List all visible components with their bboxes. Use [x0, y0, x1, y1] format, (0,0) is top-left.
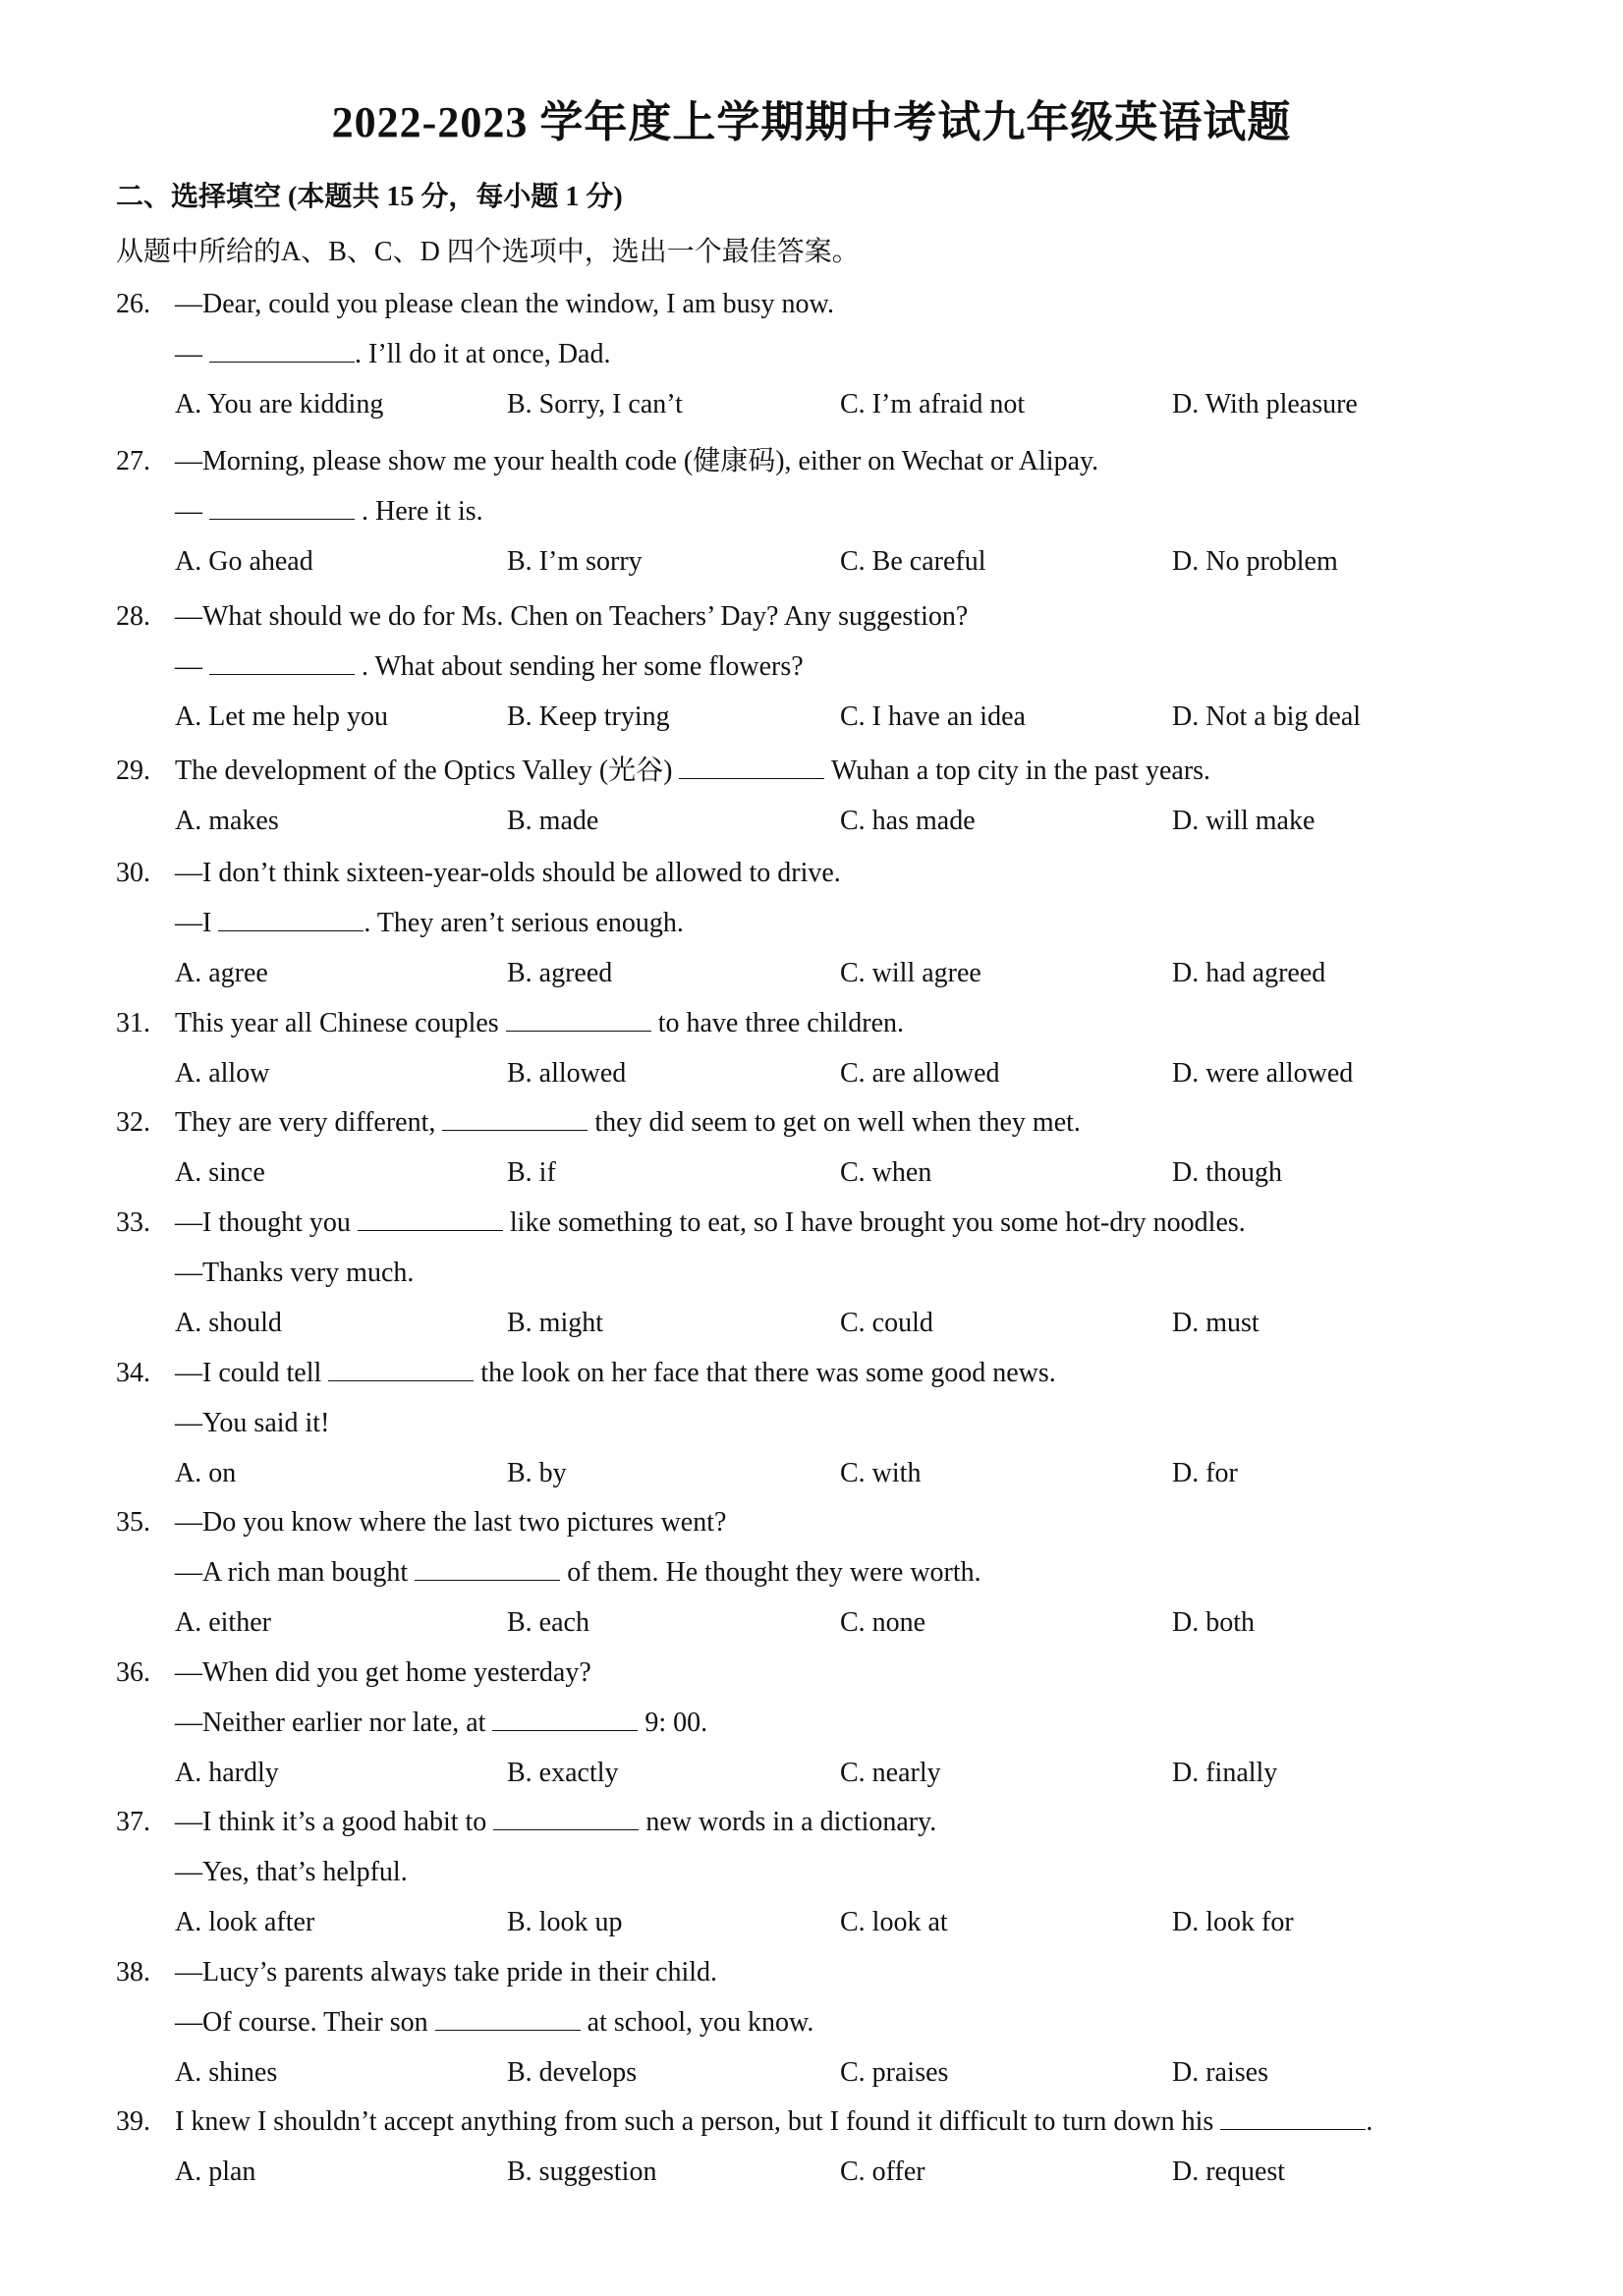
answer-option-c[interactable]: C. nearly — [840, 1758, 941, 1788]
question-text: Wuhan a top city in the past years. — [824, 756, 1211, 786]
answer-option-d[interactable]: D. request — [1172, 2156, 1286, 2187]
answer-option-a[interactable]: A. shines — [175, 2057, 278, 2088]
answer-option-c[interactable]: C. offer — [840, 2156, 925, 2187]
answer-option-c[interactable]: C. with — [840, 1458, 922, 1488]
question-text: . — [1366, 2106, 1373, 2137]
answer-option-d[interactable]: D. With pleasure — [1172, 389, 1358, 420]
answer-option-b[interactable]: B. made — [507, 806, 599, 836]
question-text: — — [175, 339, 209, 369]
question-text: —I — [175, 908, 219, 938]
question-text-line — [175, 338, 610, 371]
answer-option-c[interactable]: C. I have an idea — [840, 701, 1026, 732]
answer-option-b[interactable]: B. by — [507, 1458, 567, 1488]
question-number: 35. — [116, 1507, 150, 1538]
answer-blank[interactable] — [358, 1206, 503, 1231]
answer-blank[interactable] — [1220, 2105, 1366, 2130]
question-number: 27. — [116, 446, 150, 476]
question-text: new words in a dictionary. — [639, 1807, 937, 1837]
question-text: —Of course. Their son — [175, 2007, 435, 2038]
question-number: 39. — [116, 2106, 150, 2137]
answer-option-c[interactable]: C. could — [840, 1308, 933, 1338]
question-text-line — [175, 857, 841, 890]
question-text: I knew I shouldn’t accept anything from such a person, but I found it difficult to turn down his — [175, 2106, 1221, 2137]
question-text: —Lucy’s parents always take pride in their child. — [175, 1957, 718, 1988]
question-text: The development of the Optics Valley (光谷) — [175, 756, 680, 786]
answer-option-b[interactable]: B. Sorry, I can’t — [507, 389, 683, 420]
question-number: 31. — [116, 1008, 150, 1038]
answer-blank[interactable] — [415, 1556, 560, 1581]
answer-blank[interactable] — [506, 1007, 651, 1032]
question-text: —What should we do for Ms. Chen on Teachers’ Day? Any suggestion? — [175, 601, 969, 632]
question-text: . Here it is. — [355, 496, 483, 527]
question-text: — — [175, 496, 209, 527]
question-text: 9: 00. — [638, 1708, 708, 1738]
question-number: 32. — [116, 1107, 150, 1138]
question-text-line — [175, 1506, 726, 1540]
question-text: —Do you know where the last two pictures went? — [175, 1507, 727, 1538]
question-text-line — [175, 1806, 936, 1839]
answer-option-d[interactable]: D. had agreed — [1172, 958, 1326, 988]
page-title: 2022-2023 学年度上学期期中考试九年级英语试题 — [331, 98, 1292, 146]
answer-option-d[interactable]: D. were allowed — [1172, 1058, 1354, 1089]
question-number: 37. — [116, 1807, 150, 1837]
answer-option-d[interactable]: D. look for — [1172, 1907, 1294, 1937]
answer-option-a[interactable]: A. agree — [175, 958, 268, 988]
question-text-line — [175, 1656, 591, 1690]
answer-option-a[interactable]: A. either — [175, 1607, 271, 1638]
question-number: 33. — [116, 1207, 150, 1238]
answer-blank[interactable] — [209, 650, 355, 675]
question-text: . What about sending her some flowers? — [355, 651, 804, 682]
question-text-line — [175, 1106, 1081, 1140]
question-text-line — [175, 650, 804, 684]
answer-option-b[interactable]: B. Keep trying — [507, 701, 670, 732]
answer-option-d[interactable]: D. must — [1172, 1308, 1259, 1338]
answer-option-c[interactable]: C. will agree — [840, 958, 981, 988]
answer-option-d[interactable]: D. for — [1172, 1458, 1238, 1488]
answer-blank[interactable] — [209, 495, 355, 520]
answer-option-c[interactable]: C. are allowed — [840, 1058, 1000, 1089]
question-text-line — [175, 755, 1210, 788]
question-text: — — [175, 651, 209, 682]
question-number: 29. — [116, 756, 150, 786]
answer-option-b[interactable]: B. exactly — [507, 1758, 619, 1788]
answer-option-c[interactable]: C. praises — [840, 2057, 949, 2088]
answer-option-a[interactable]: A. look after — [175, 1907, 315, 1937]
answer-option-b[interactable]: B. I’m sorry — [507, 546, 643, 577]
question-text-line — [175, 907, 684, 940]
question-text: —Neither earlier nor late, at — [175, 1708, 493, 1738]
question-number: 38. — [116, 1957, 150, 1988]
answer-option-a[interactable]: A. allow — [175, 1058, 270, 1089]
question-text: —I thought you — [175, 1207, 358, 1238]
question-text-line — [175, 495, 483, 529]
question-text: . I’ll do it at once, Dad. — [355, 339, 611, 369]
answer-option-c[interactable]: C. when — [840, 1157, 932, 1188]
answer-blank[interactable] — [209, 338, 355, 363]
answer-option-b[interactable]: B. if — [507, 1157, 556, 1188]
answer-option-c[interactable]: C. has made — [840, 806, 976, 836]
question-number: 26. — [116, 289, 150, 319]
section-heading: 二、选择填空 (本题共 15 分，每小题 1 分) — [116, 182, 623, 212]
question-number: 36. — [116, 1657, 150, 1688]
answer-option-d[interactable]: D. No problem — [1172, 546, 1338, 577]
question-text-line — [175, 1856, 408, 1889]
answer-blank[interactable] — [328, 1357, 474, 1381]
answer-option-d[interactable]: D. Not a big deal — [1172, 701, 1362, 732]
answer-blank[interactable] — [218, 907, 364, 931]
question-text: —Yes, that’s helpful. — [175, 1857, 408, 1887]
answer-option-a[interactable]: A. Let me help you — [175, 701, 388, 732]
question-text: —I could tell — [175, 1358, 329, 1388]
question-text: at school, you know. — [580, 2007, 814, 2038]
question-text: —Morning, please show me your health code (健康码), either on Wechat or Alipay. — [175, 446, 1099, 476]
answer-option-d[interactable]: D. will make — [1172, 806, 1315, 836]
question-text-line — [175, 1956, 717, 1989]
answer-blank[interactable] — [493, 1806, 639, 1830]
answer-option-c[interactable]: C. I’m afraid not — [840, 389, 1026, 420]
question-text-line — [175, 1556, 981, 1590]
question-text: to have three children. — [650, 1008, 905, 1038]
answer-option-d[interactable]: D. though — [1172, 1157, 1282, 1188]
question-text: —I think it’s a good habit to — [175, 1807, 494, 1837]
answer-option-d[interactable]: D. raises — [1172, 2057, 1268, 2088]
question-text-line — [175, 1707, 707, 1740]
question-text-line — [175, 445, 1098, 478]
answer-option-a[interactable]: A. plan — [175, 2156, 256, 2187]
answer-option-d[interactable]: D. both — [1172, 1607, 1255, 1638]
answer-option-b[interactable]: B. might — [507, 1308, 604, 1338]
answer-option-a[interactable]: A. Go ahead — [175, 546, 313, 577]
question-text: —You said it! — [175, 1408, 330, 1438]
question-text-line — [175, 600, 968, 634]
question-text-line — [175, 2105, 1372, 2139]
question-text: they did seem to get on well when they met. — [588, 1107, 1081, 1138]
question-text: —I don’t think sixteen-year-olds should be allowed to drive. — [175, 858, 841, 888]
answer-option-b[interactable]: B. suggestion — [507, 2156, 657, 2187]
section-instruction: 从题中所给的A、B、C、D 四个选项中，选出一个最佳答案。 — [116, 237, 860, 267]
answer-option-b[interactable]: B. develops — [507, 2057, 638, 2088]
question-text: This year all Chinese couples — [175, 1008, 506, 1038]
question-text-line — [175, 288, 834, 321]
question-text: the look on her face that there was some good news. — [474, 1358, 1056, 1388]
answer-option-a[interactable]: A. You are kidding — [175, 389, 384, 420]
question-number: 34. — [116, 1358, 150, 1388]
answer-option-a[interactable]: A. makes — [175, 806, 279, 836]
question-text-line — [175, 2006, 813, 2040]
question-text: like something to eat, so I have brought you some hot-dry noodles. — [502, 1207, 1246, 1238]
question-text: They are very different, — [175, 1107, 443, 1138]
question-text: —Thanks very much. — [175, 1258, 415, 1288]
answer-option-b[interactable]: B. agreed — [507, 958, 613, 988]
answer-blank[interactable] — [442, 1106, 588, 1131]
answer-blank[interactable] — [492, 1707, 638, 1731]
answer-option-a[interactable]: A. on — [175, 1458, 237, 1488]
answer-option-c[interactable]: C. Be careful — [840, 546, 986, 577]
question-text-line — [175, 1257, 414, 1290]
question-text: . They aren’t serious enough. — [364, 908, 684, 938]
question-text: —A rich man bought — [175, 1557, 416, 1588]
answer-option-b[interactable]: B. allowed — [507, 1058, 627, 1089]
question-text-line — [175, 1407, 329, 1440]
answer-option-a[interactable]: A. should — [175, 1308, 282, 1338]
answer-option-b[interactable]: B. look up — [507, 1907, 623, 1937]
answer-option-b[interactable]: B. each — [507, 1607, 589, 1638]
answer-blank[interactable] — [679, 755, 824, 779]
question-text-line — [175, 1206, 1246, 1240]
answer-blank[interactable] — [435, 2006, 581, 2031]
question-text: —Dear, could you please clean the window, I am busy now. — [175, 289, 834, 319]
answer-option-c[interactable]: C. none — [840, 1607, 926, 1638]
question-text-line — [175, 1357, 1056, 1390]
answer-option-d[interactable]: D. finally — [1172, 1758, 1278, 1788]
question-text-line — [175, 1007, 904, 1040]
question-number: 30. — [116, 858, 150, 888]
answer-option-c[interactable]: C. look at — [840, 1907, 948, 1937]
question-number: 28. — [116, 601, 150, 632]
answer-option-a[interactable]: A. hardly — [175, 1758, 279, 1788]
answer-option-a[interactable]: A. since — [175, 1157, 265, 1188]
question-text: —When did you get home yesterday? — [175, 1657, 591, 1688]
question-text: of them. He thought they were worth. — [560, 1557, 981, 1588]
